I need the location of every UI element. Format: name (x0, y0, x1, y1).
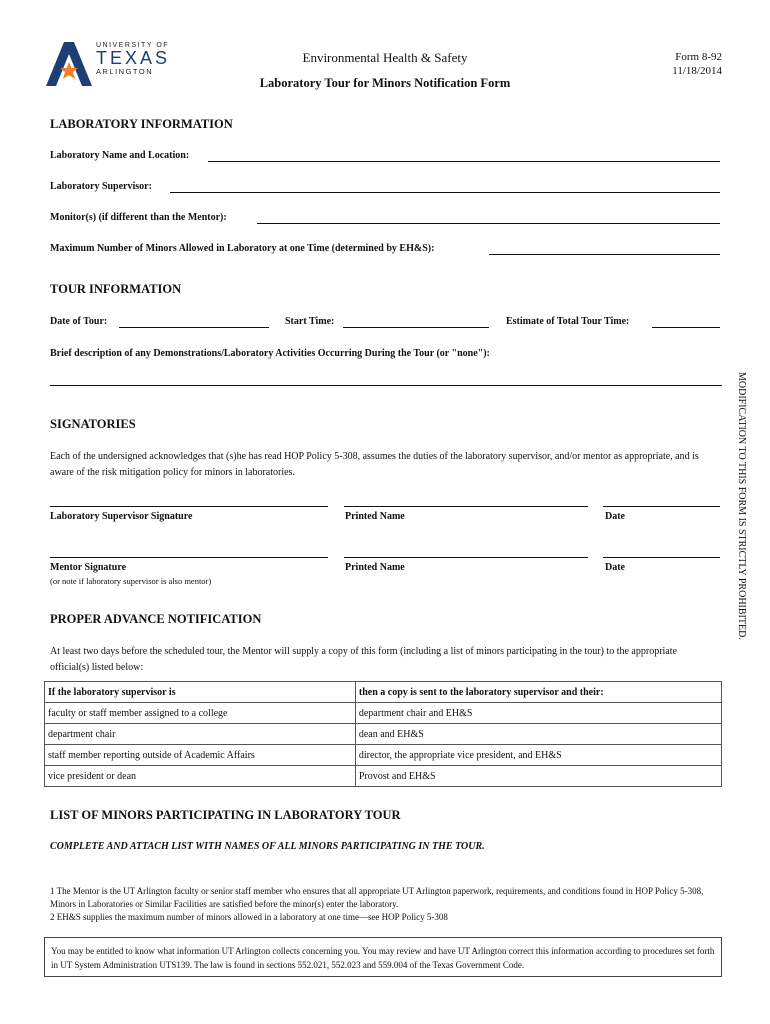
recipient-cell: Provost and EH&S (355, 766, 721, 787)
tour-info-heading: TOUR INFORMATION (50, 282, 182, 296)
mentor-date-label: Date (605, 562, 625, 573)
monitors-field[interactable] (257, 211, 720, 224)
supervisor-date-label: Date (605, 511, 625, 522)
lab-supervisor-label: Laboratory Supervisor: (50, 181, 152, 192)
supervisor-role-cell: department chair (45, 724, 356, 745)
lab-supervisor-field[interactable] (170, 180, 720, 193)
side-notice-text: MODIFICATION TO THIS FORM IS STRICTLY PROHIBITED. (736, 372, 747, 640)
mentor-note: (or note if laboratory supervisor is also mentor) (50, 576, 212, 586)
notification-heading: PROPER ADVANCE NOTIFICATION (50, 612, 262, 626)
department-name: Environmental Health & Safety (302, 50, 468, 65)
logo-arlington: ARLINGTON (96, 67, 154, 76)
mentor-printed-name-label: Printed Name (345, 562, 405, 573)
privacy-notice-box (44, 937, 722, 977)
footnotes (50, 885, 720, 924)
supervisor-signature-field[interactable] (50, 496, 328, 507)
table-row (45, 745, 722, 766)
monitors-label: Monitor(s) (if different than the Mentor): (50, 212, 227, 223)
form-number: Form 8-92 (675, 51, 722, 63)
start-time-field[interactable] (343, 315, 489, 328)
routing-header-row (45, 682, 722, 703)
table-row (45, 766, 722, 787)
lab-info-heading: LABORATORY INFORMATION (50, 117, 233, 131)
footnote-2: 2 EH&S supplies the maximum number of minors allowed in a laboratory at one time—see HOP Policy 5-308 (50, 912, 448, 922)
minors-list-heading: LIST OF MINORS PARTICIPATING IN LABORATORY TOUR (50, 808, 401, 822)
form-date: 11/18/2014 (672, 65, 722, 77)
routing-table (44, 681, 722, 787)
mentor-date-field[interactable] (603, 547, 720, 558)
logo-wordmark (96, 42, 170, 76)
supervisor-printed-name-field[interactable] (344, 496, 588, 507)
signatories-heading: SIGNATORIES (50, 417, 136, 431)
logo-university-of: UNIVERSITY OF (96, 42, 170, 49)
side-notice (735, 372, 747, 652)
privacy-notice-text: You may be entitled to know what information UT Arlington collects concerning you. You may review and have UT Arlington correct this information according to procedures set forth in UT System Administration UTS139. The law is found in sections 552.021, 552.023 and 559.004 of the Texas Government Code. (51, 946, 715, 970)
uta-a-star-icon (44, 42, 94, 86)
table-row (45, 703, 722, 724)
recipient-cell: director, the appropriate vice president, and EH&S (355, 745, 721, 766)
form-title: Laboratory Tour for Minors Notification Form (259, 76, 511, 90)
notification-paragraph: At least two days before the scheduled tour, the Mentor will supply a copy of this form (including a list of minors participating in the tour) to the appropriate official(s) listed below: (50, 646, 677, 673)
mentor-signature-label: Mentor Signature (50, 562, 127, 573)
tour-date-label: Date of Tour: (50, 316, 108, 327)
recipient-cell: dean and EH&S (355, 724, 721, 745)
description-label: Brief description of any Demonstrations/Laboratory Activities Occurring During the Tour (or "none"): (50, 348, 490, 359)
supervisor-printed-name-label: Printed Name (345, 511, 405, 522)
form-id (640, 50, 722, 78)
max-minors-field[interactable] (489, 242, 720, 255)
estimate-time-label: Estimate of Total Tour Time: (506, 316, 630, 327)
mentor-printed-name-field[interactable] (344, 547, 588, 558)
max-minors-label: Maximum Number of Minors Allowed in Laboratory at one Time (determined by EH&S): (50, 243, 435, 254)
routing-col-header: If the laboratory supervisor is (45, 682, 356, 703)
start-time-label: Start Time: (285, 316, 335, 327)
lab-name-label: Laboratory Name and Location: (50, 150, 190, 161)
table-row (45, 724, 722, 745)
supervisor-role-cell: staff member reporting outside of Academic Affairs (45, 745, 356, 766)
description-field[interactable] (50, 373, 722, 386)
supervisor-date-field[interactable] (603, 496, 720, 507)
logo-texas: TEXAS (96, 48, 171, 68)
signatories-paragraph: Each of the undersigned acknowledges that (s)he has read HOP Policy 5-308, assumes the duties of the laboratory supervisor, and/or mentor as appropriate, and is aware of the risk mitigation policy for minors in laboratories. (50, 451, 699, 478)
estimate-time-field[interactable] (652, 315, 720, 328)
recipient-cell: department chair and EH&S (355, 703, 721, 724)
tour-date-field[interactable] (119, 315, 269, 328)
supervisor-role-cell: vice president or dean (45, 766, 356, 787)
supervisor-role-cell: faculty or staff member assigned to a college (45, 703, 356, 724)
mentor-signature-field[interactable] (50, 547, 328, 558)
minors-list-instruction: COMPLETE AND ATTACH LIST WITH NAMES OF ALL MINORS PARTICIPATING IN THE TOUR. (50, 841, 485, 852)
routing-col-header: then a copy is sent to the laboratory supervisor and their: (355, 682, 721, 703)
supervisor-signature-label: Laboratory Supervisor Signature (50, 511, 193, 522)
lab-name-field[interactable] (208, 149, 720, 162)
footnote-1: 1 The Mentor is the UT Arlington faculty or senior staff member who ensures that all appropriate UT Arlington paperwork, requirements, and conditions found in HOP Policy 5-308, Minors in Laboratories or Similar Facilities are satisfied before the minor(s) enter the laboratory. (50, 886, 704, 909)
